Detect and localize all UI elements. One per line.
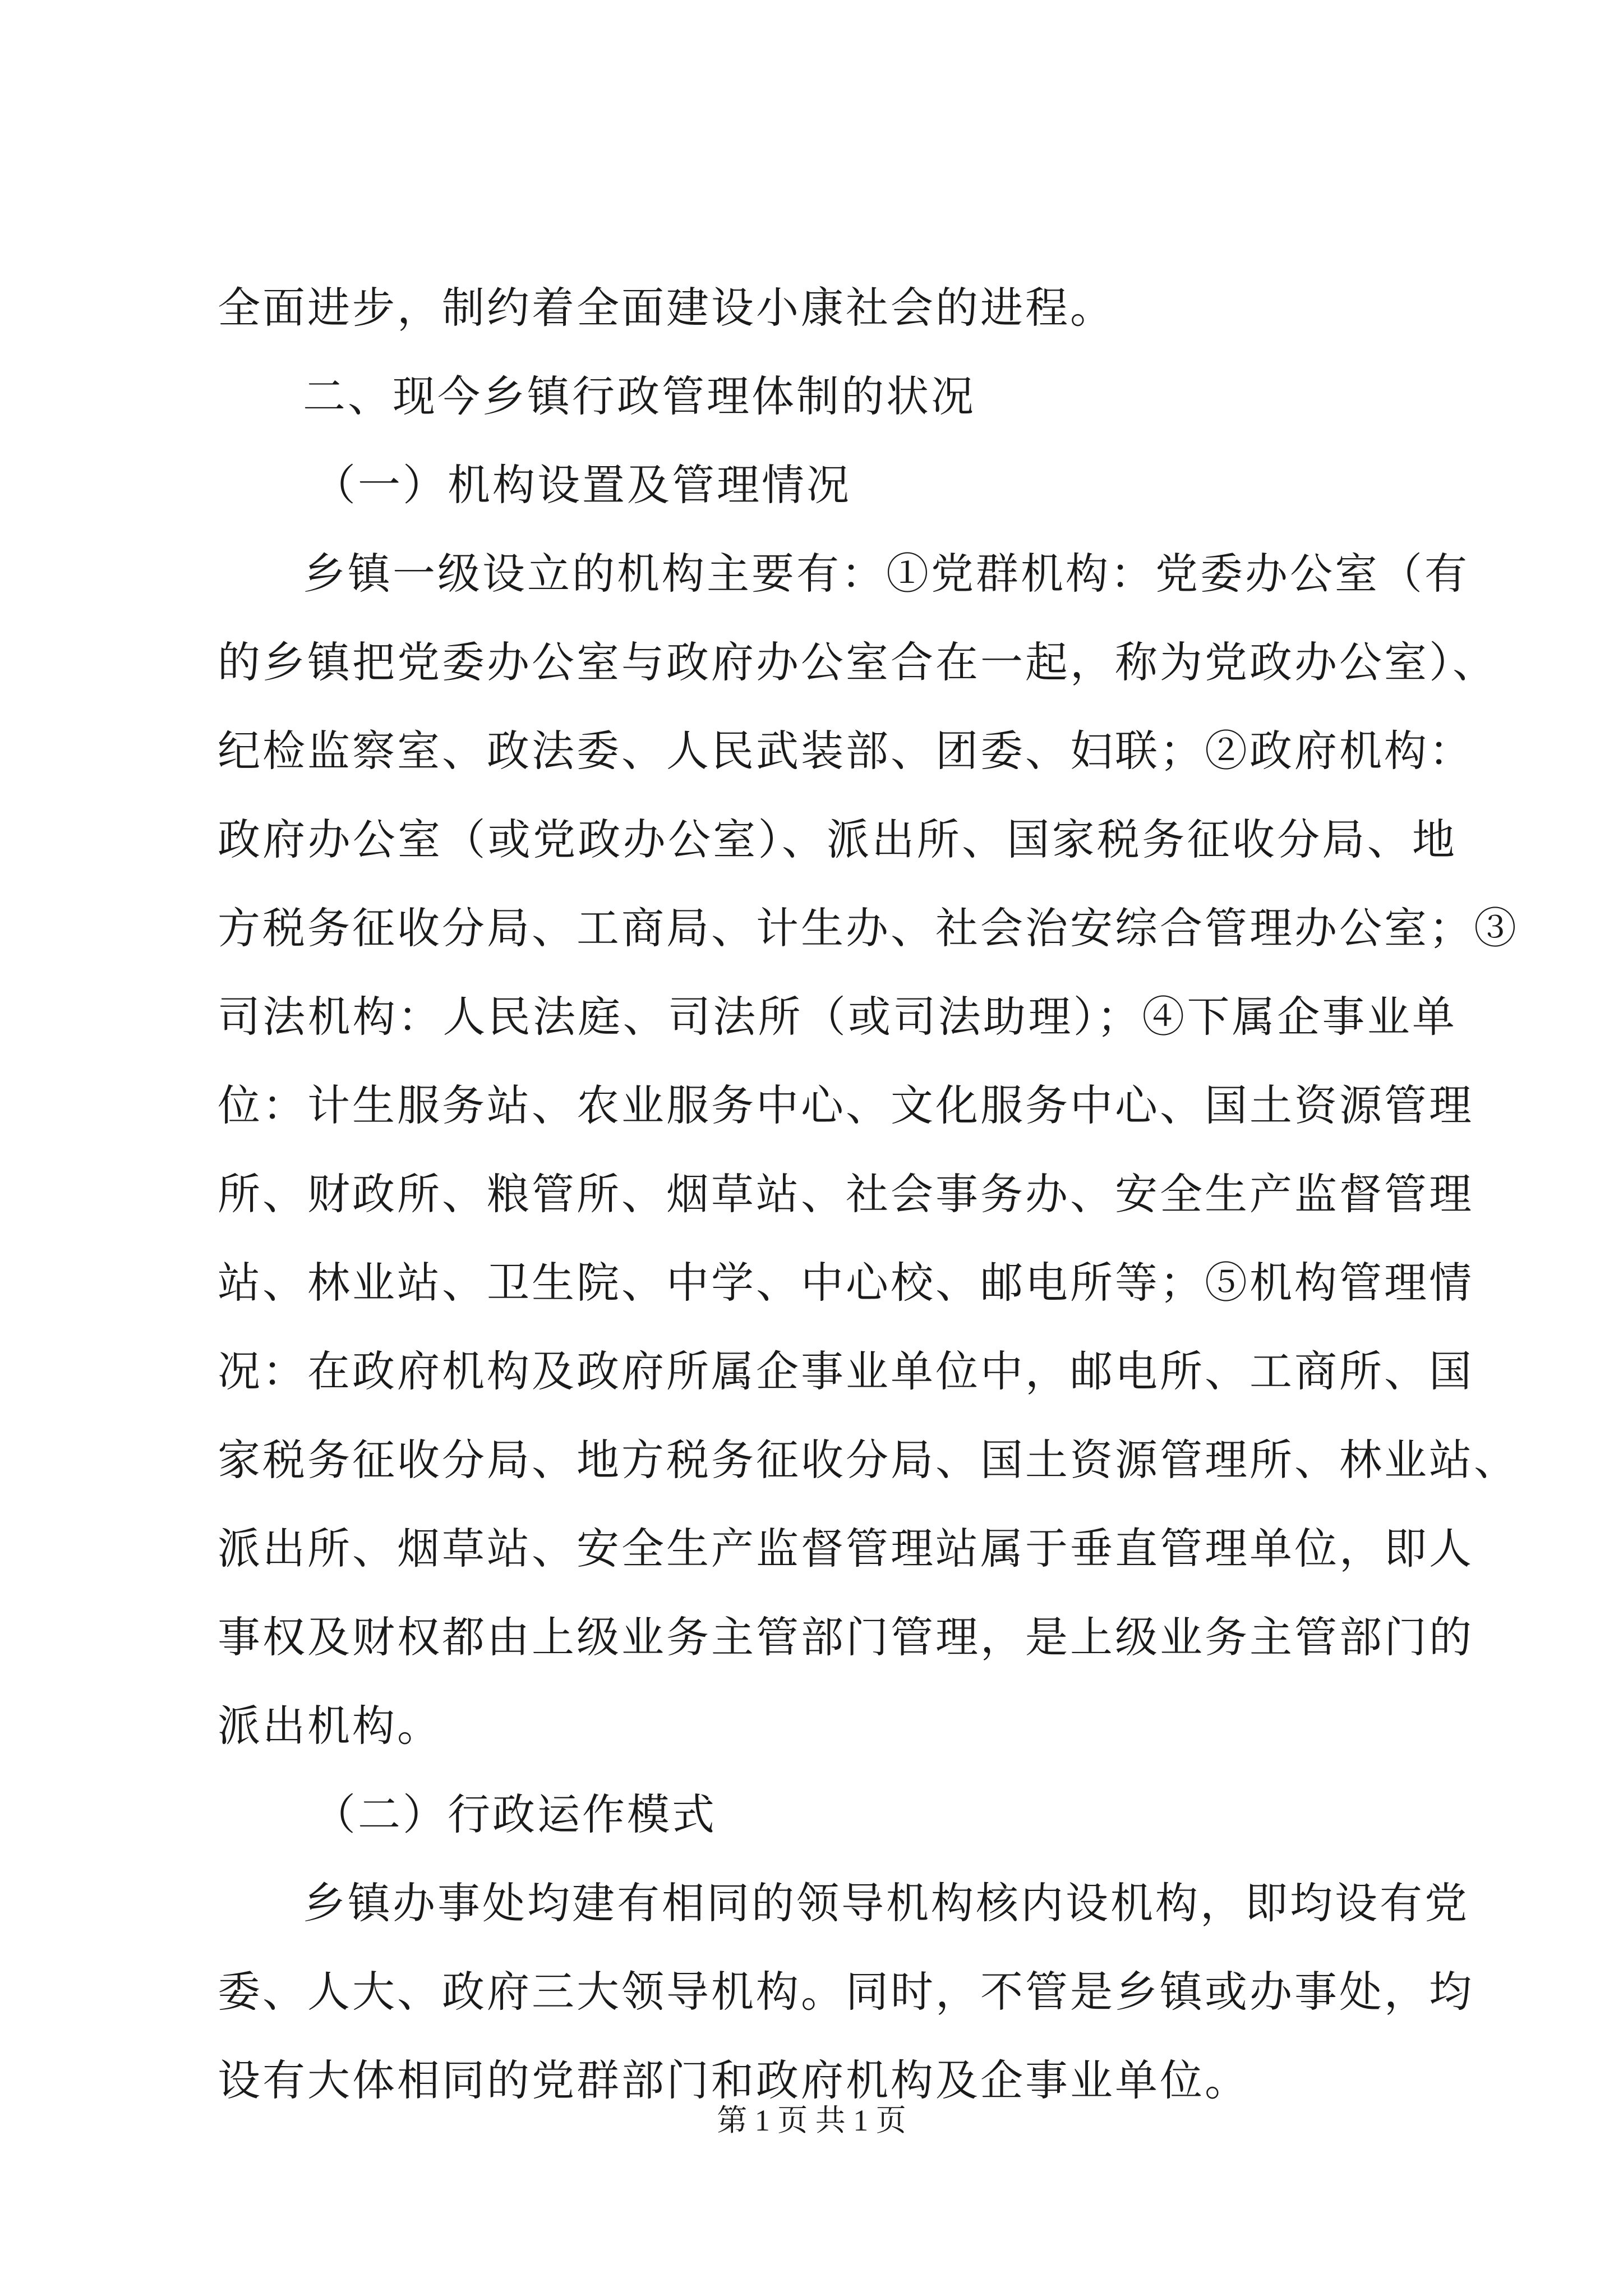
body-line: 乡镇办事处均建有相同的领导机构核内设机构，即均设有党 bbox=[303, 1878, 1469, 1928]
body-line: 事权及财权都由上级业务主管部门管理，是上级业务主管部门的 bbox=[218, 1612, 1474, 1662]
page-number: 第 1 页 共 1 页 bbox=[717, 2104, 906, 2137]
body-line: 乡镇一级设立的机构主要有：①党群机构：党委办公室（有 bbox=[303, 549, 1469, 599]
body-line: 纪检监察室、政法委、人民武装部、团委、妇联；②政府机构： bbox=[218, 726, 1474, 776]
page-footer bbox=[0, 2098, 1623, 2143]
body-line: 的乡镇把党委办公室与政府办公室合在一起，称为党政办公室）、 bbox=[218, 637, 1497, 687]
body-line: 家税务征收分局、地方税务征收分局、国土资源管理所、林业站、 bbox=[218, 1435, 1519, 1485]
document-body bbox=[218, 264, 1519, 2125]
body-line: 况：在政府机构及政府所属企事业单位中，邮电所、工商所、国 bbox=[218, 1346, 1474, 1396]
body-line: 派出所、烟草站、安全生产监督管理站属于垂直管理单位，即人 bbox=[218, 1524, 1474, 1573]
subsection-heading: （一）机构设置及管理情况 bbox=[313, 460, 851, 510]
body-line: 政府办公室（或党政办公室）、派出所、国家税务征收分局、地 bbox=[218, 815, 1457, 864]
body-line: 设有大体相同的党群部门和政府机构及企事业单位。 bbox=[218, 2055, 1249, 2105]
body-line: 站、林业站、卫生院、中学、中心校、邮电所等；⑤机构管理情 bbox=[218, 1258, 1474, 1308]
body-line: 司法机构：人民法庭、司法所（或司法助理）；④下属企事业单 bbox=[218, 992, 1457, 1042]
body-line: 委、人大、政府三大领导机构。同时，不管是乡镇或办事处，均 bbox=[218, 1967, 1474, 2017]
body-line: 全面进步，制约着全面建设小康社会的进程。 bbox=[218, 283, 1115, 333]
section-heading: 二、现今乡镇行政管理体制的状况 bbox=[303, 371, 976, 421]
body-line: 所、财政所、粮管所、烟草站、社会事务办、安全生产监督管理 bbox=[218, 1169, 1474, 1219]
body-line: 位：计生服务站、农业服务中心、文化服务中心、国土资源管理 bbox=[218, 1080, 1474, 1130]
subsection-heading: （二）行政运作模式 bbox=[313, 1789, 717, 1839]
body-line: 方税务征收分局、工商局、计生办、社会治安综合管理办公室；③ bbox=[218, 903, 1519, 953]
body-line: 派出机构。 bbox=[218, 1701, 442, 1751]
